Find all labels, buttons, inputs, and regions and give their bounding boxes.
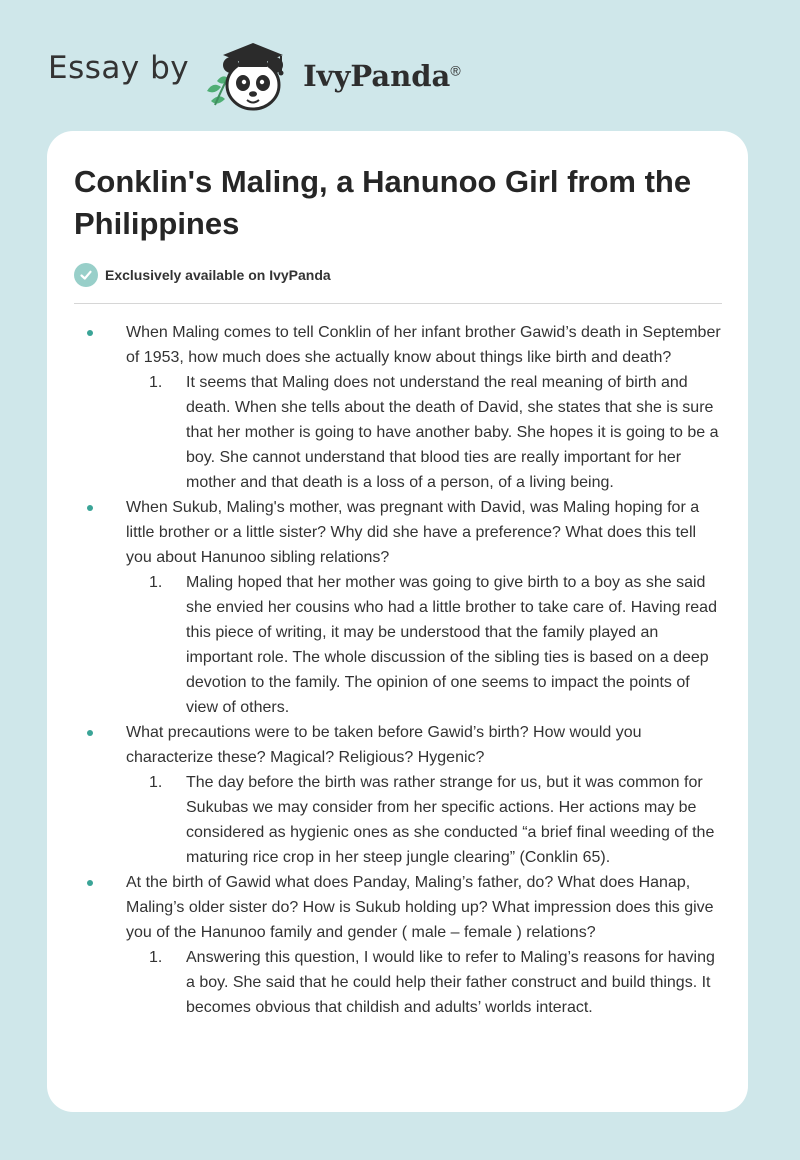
- answer-item: [47, 945, 748, 1020]
- divider: [74, 303, 722, 304]
- trademark-symbol: ®: [450, 62, 461, 79]
- essay-content: [47, 320, 748, 1020]
- question-item: [47, 320, 748, 370]
- answer-item: [47, 370, 748, 495]
- question-item: [47, 720, 748, 770]
- bullet-icon: [87, 505, 93, 511]
- essay-card: [47, 131, 748, 1112]
- exclusive-badge: [74, 263, 331, 287]
- question-text: What precautions were to be taken before Gawid’s birth? How would you characterize these? Magical? Religious? Hygenic?: [126, 724, 642, 766]
- answer-item: [47, 770, 748, 870]
- brand-logo[interactable]: [48, 34, 461, 114]
- answer-number: 1.: [149, 949, 163, 966]
- answer-text: Maling hoped that her mother was going to give birth to a boy as she said she envied her cousins who had a little brother to take care of. Having read this piece of writing, it may be understood that the family played an important role. The whole discussion of the sibling ties is based on a deep devotion to the family. The opinion of one seems to impact the points of view of others.: [186, 574, 717, 716]
- answer-text: It seems that Maling does not understand the real meaning of birth and death. When she tells about the death of David, she states that she is sure that her mother is going to have another baby. She hopes it is going to be a boy. She cannot understand that blood ties are really important for her mother and that death is a loss of a person, of a living being.: [186, 374, 719, 491]
- question-text: When Maling comes to tell Conklin of her infant brother Gawid’s death in September of 1953, how much does she actually know about things like birth and death?: [126, 324, 721, 366]
- answer-text: Answering this question, I would like to refer to Maling’s reasons for having a boy. She said that he could help their father construct and build things. It becomes obvious that childish and adults’ worlds interact.: [186, 949, 715, 1016]
- answer-item: [47, 570, 748, 720]
- bullet-icon: [87, 330, 93, 336]
- answer-text: The day before the birth was rather strange for us, but it was common for Sukubas we may consider from her specific actions. Her actions may be considered as hygienic ones as she conducted “a brief final weeding of the maturing rice crop in her steep jungle clearing” (Conklin 65).: [186, 774, 715, 866]
- badge-text: Exclusively available on IvyPanda: [105, 267, 331, 283]
- question-text: At the birth of Gawid what does Panday, Maling’s father, do? What does Hanap, Maling’s older sister do? How is Sukub holding up? What impression does this give you of the Hanunoo family and gender ( male – female ) relations?: [126, 874, 714, 941]
- question-item: [47, 495, 748, 570]
- answer-number: 1.: [149, 574, 163, 591]
- panda-logo-icon: [203, 35, 297, 113]
- check-icon: [74, 263, 98, 287]
- page-title: Conklin's Maling, a Hanunoo Girl from the Philippines: [74, 164, 692, 241]
- brand-prefix: Essay by: [48, 50, 190, 86]
- question-item: [47, 870, 748, 945]
- bullet-icon: [87, 730, 93, 736]
- answer-number: 1.: [149, 774, 163, 791]
- question-text: When Sukub, Maling's mother, was pregnant with David, was Maling hoping for a little brother or a little sister? Why did she have a preference? What does this tell you about Hanunoo sibling relations?: [126, 499, 700, 566]
- answer-number: 1.: [149, 374, 163, 391]
- bullet-icon: [87, 880, 93, 886]
- brand-name: IvyPanda®: [303, 59, 461, 93]
